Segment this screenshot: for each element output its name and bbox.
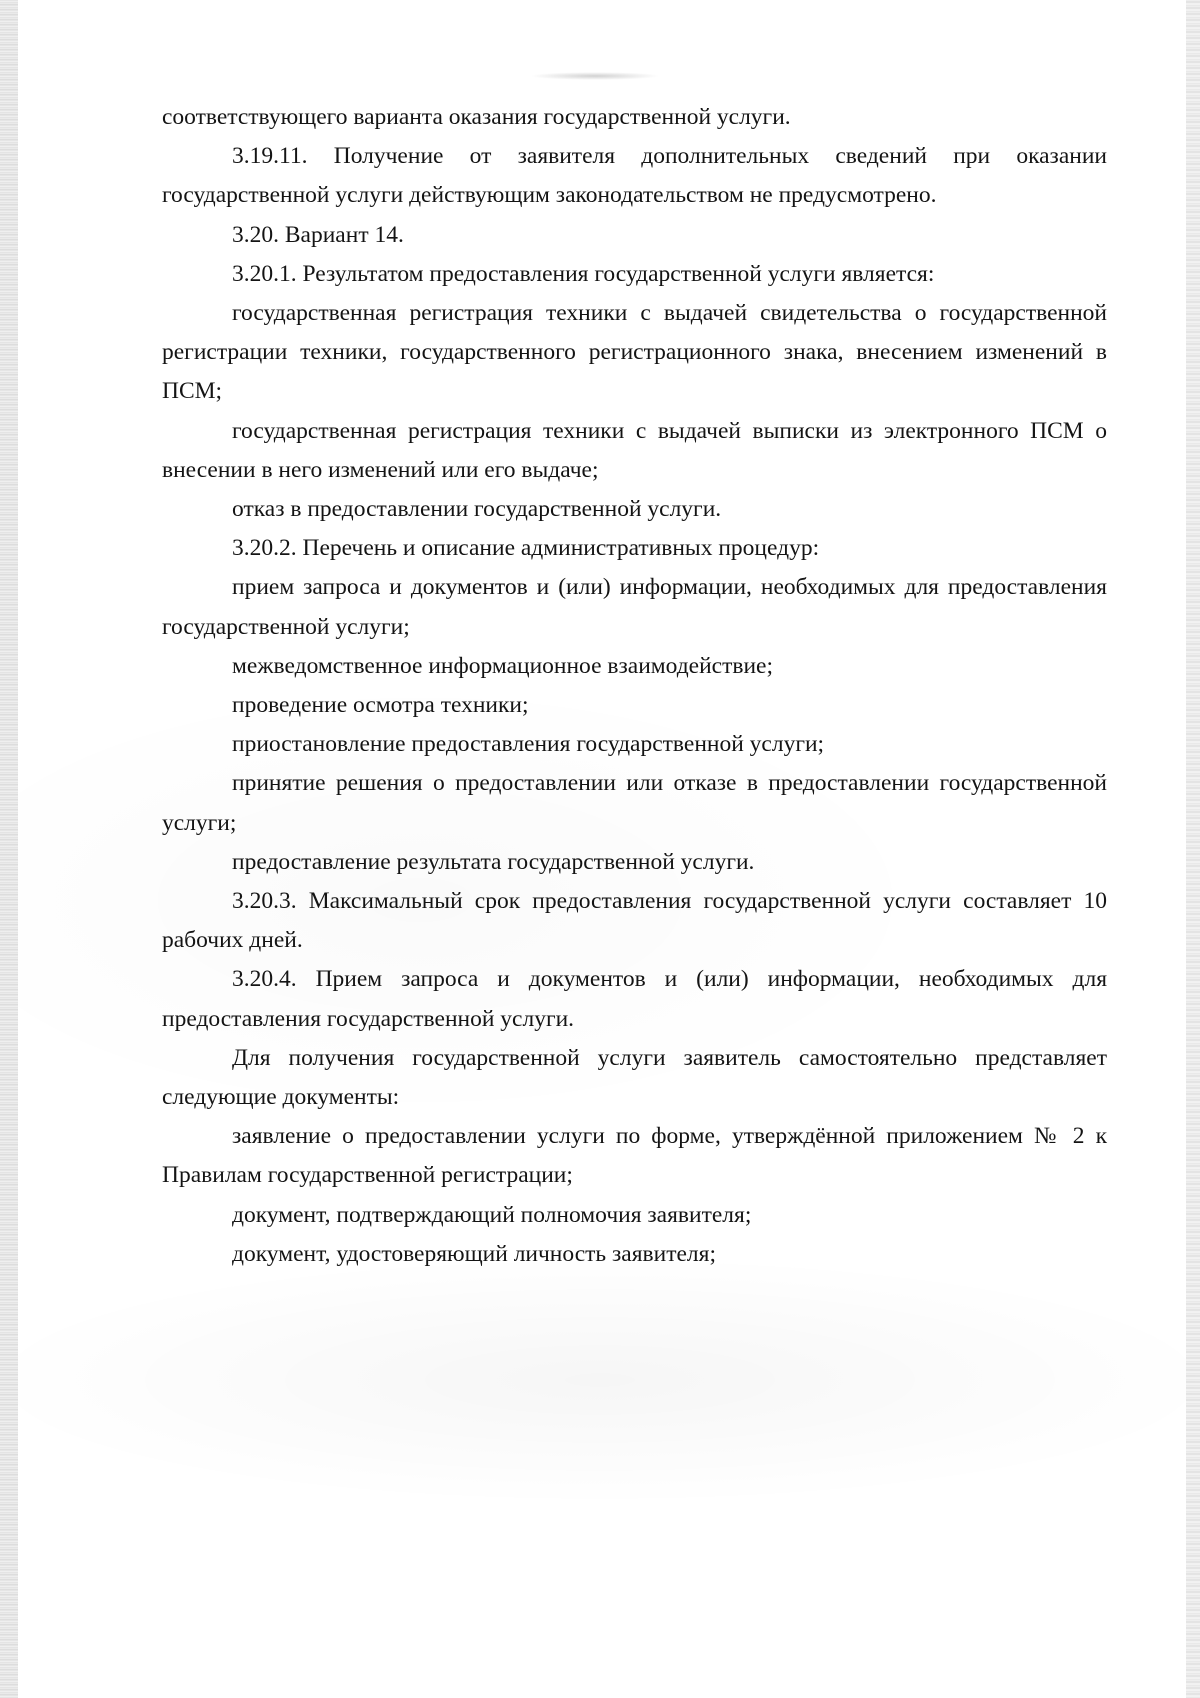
paragraph-3-20-3: 3.20.3. Максимальный срок предоставления государственной услуги составляет 10 рабочих дней. [162, 888, 1107, 954]
list-item-document-3: документ, удостоверяющий личность заявителя; [232, 1240, 716, 1267]
section-heading-3-20: 3.20. Вариант 14. [232, 221, 404, 248]
list-item-procedure-5: принятие решения о предоставлении или отказе в предоставлении государственной услуги; [162, 770, 1107, 836]
list-item-procedure-3: проведение осмотра техники; [232, 692, 529, 719]
list-item-procedure-1: прием запроса и документов и (или) информации, необходимых для предоставления государственной услуги; [162, 574, 1107, 640]
list-item-procedure-4: приостановление предоставления государственной услуги; [232, 731, 825, 758]
scan-edge-left [0, 0, 18, 1698]
paragraph-3-19-11: 3.19.11. Получение от заявителя дополнительных сведений при оказании государственной услуги действующим законодательством не предусмотрено. [162, 143, 1107, 209]
list-item-procedure-6: предоставление результата государственной услуги. [232, 848, 755, 875]
list-item-result-2: государственная регистрация техники с выдачей выписки из электронного ПСМ о внесении в него изменений или его выдаче; [162, 417, 1107, 483]
list-item-document-2: документ, подтверждающий полномочия заявителя; [232, 1201, 752, 1228]
scan-artifact [530, 72, 660, 80]
document-body [162, 98, 1107, 1274]
paragraph-3-20-1: 3.20.1. Результатом предоставления государственной услуги является: [232, 260, 935, 287]
paragraph-3-20-2: 3.20.2. Перечень и описание административных процедур: [232, 535, 820, 562]
list-item-procedure-2: межведомственное информационное взаимодействие; [232, 652, 774, 679]
paragraph-continuation: соответствующего варианта оказания государственной услуги. [162, 104, 791, 130]
scan-edge-right [1186, 0, 1200, 1698]
list-item-result-3: отказ в предоставлении государственной услуги. [232, 496, 722, 523]
paragraph-3-20-4: 3.20.4. Прием запроса и документов и (или) информации, необходимых для предоставления государственной услуги. [162, 966, 1107, 1032]
list-item-document-1: заявление о предоставлении услуги по форме, утверждённой приложением № 2 к Правилам государственной регистрации; [162, 1123, 1107, 1189]
list-item-result-1: государственная регистрация техники с выдачей свидетельства о государственной регистрации техники, государственного регистрационного знака, внесением изменений в ПСМ; [162, 300, 1107, 405]
paragraph-documents-intro: Для получения государственной услуги заявитель самостоятельно представляет следующие документы: [162, 1044, 1107, 1111]
